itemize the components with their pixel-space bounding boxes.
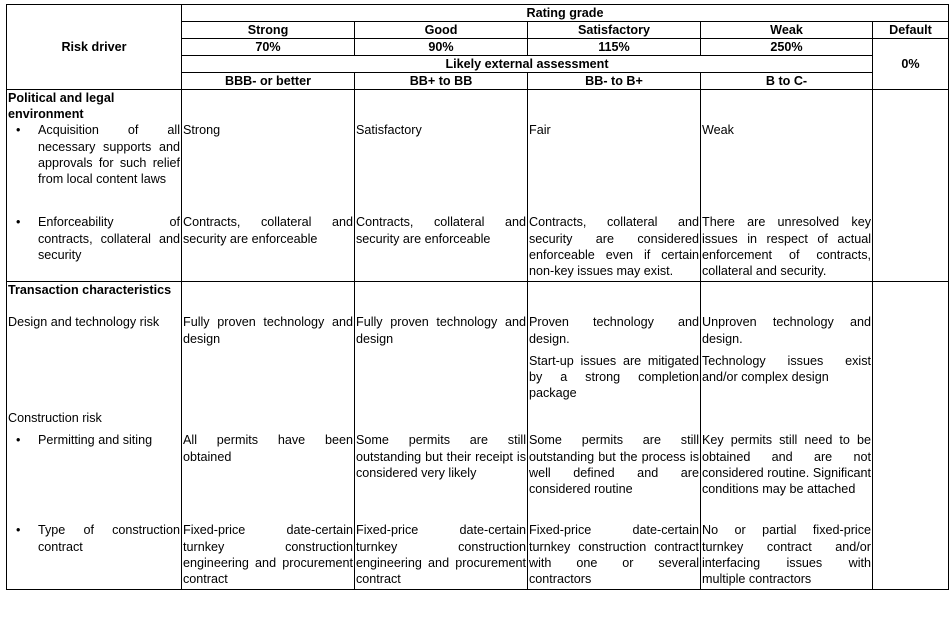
construction-driver: Construction risk — [8, 411, 102, 426]
likely-external-assessment-header: Likely external assessment — [182, 56, 873, 73]
weight-strong: 70% — [182, 39, 355, 56]
grade-default-header: Default — [873, 22, 949, 39]
grade-good-header: Good — [355, 22, 528, 39]
contract-type-good: Fixed-price date-certain turnkey construction engineering and procurement contract — [356, 523, 526, 587]
section-political-row — [7, 90, 949, 123]
assessment-satisfactory: BB- to B+ — [528, 73, 701, 90]
design-driver: Design and technology risk — [8, 315, 160, 330]
risk-table-container — [6, 4, 948, 590]
acquisition-satisfactory: Fair — [529, 123, 551, 138]
header-row-1 — [7, 5, 949, 22]
enforceability-good: Contracts, collateral and security are enforceable — [356, 215, 526, 246]
acquisition-row — [7, 122, 949, 214]
enforceability-weak: There are unresolved key issues in respect of actual enforcement of contracts, collateral and security. — [702, 215, 871, 279]
bullet-icon: • — [16, 523, 21, 538]
permitting-driver: • Permitting and siting — [8, 432, 180, 448]
enforceability-row — [7, 214, 949, 282]
contract-type-satisfactory: Fixed-price date-certain turnkey construction contract with one or several contractors — [529, 523, 699, 587]
enforceability-strong: Contracts, collateral and security are enforceable — [183, 215, 353, 246]
grade-weak-header: Weak — [701, 22, 873, 39]
assessment-weak: B to C- — [701, 73, 873, 90]
permitting-weak: Key permits still need to be obtained and are not considered routine. Significant conditions may be attached — [702, 433, 871, 497]
bullet-icon: • — [16, 215, 21, 230]
enforceability-satisfactory: Contracts, collateral and security are considered enforceable even if certain non-key issues may exist. — [529, 215, 699, 279]
bullet-icon: • — [16, 123, 21, 138]
construction-row — [7, 410, 949, 432]
grade-strong-header: Strong — [182, 22, 355, 39]
section-transaction-row — [7, 282, 949, 315]
design-weak-1: Unproven technology and design. — [702, 315, 871, 346]
rating-grade-header: Rating grade — [182, 5, 949, 22]
permitting-strong: All permits have been obtained — [183, 433, 353, 464]
acquisition-driver: • Acquisition of all necessary supports and approvals for such relief from local content laws — [8, 122, 180, 187]
acquisition-strong: Strong — [183, 123, 221, 138]
weight-weak: 250% — [701, 39, 873, 56]
design-strong: Fully proven technology and design — [183, 315, 353, 346]
section-political-title: Political and legal environment — [8, 91, 115, 122]
risk-driver-header: Risk driver — [7, 5, 182, 90]
weight-good: 90% — [355, 39, 528, 56]
contract-type-weak: No or partial fixed-price turnkey contract and/or interfacing issues with multiple contractors — [702, 523, 871, 587]
weight-default: 0% — [873, 39, 949, 90]
design-good: Fully proven technology and design — [356, 315, 526, 346]
enforceability-driver: • Enforceability of contracts, collateral and security — [8, 214, 180, 263]
permitting-satisfactory: Some permits are still outstanding but the process is well defined and are considered routine — [529, 433, 699, 497]
design-satisfactory-2: Start-up issues are mitigated by a strong completion package — [529, 353, 699, 401]
grade-satisfactory-header: Satisfactory — [528, 22, 701, 39]
acquisition-weak: Weak — [702, 123, 734, 138]
bullet-icon: • — [16, 433, 21, 448]
permitting-row — [7, 432, 949, 522]
contract-type-strong: Fixed-price date-certain turnkey construction engineering and procurement contract — [183, 523, 353, 587]
contract-type-driver: • Type of construction contract — [8, 522, 180, 554]
design-row — [7, 314, 949, 410]
design-weak-2: Technology issues exist and/or complex design — [702, 353, 871, 385]
section-transaction-title: Transaction characteristics — [8, 283, 172, 298]
assessment-good: BB+ to BB — [355, 73, 528, 90]
assessment-strong: BBB- or better — [182, 73, 355, 90]
weight-satisfactory: 115% — [528, 39, 701, 56]
acquisition-good: Satisfactory — [356, 123, 422, 138]
contract-type-row — [7, 522, 949, 590]
risk-rating-table — [6, 4, 949, 590]
design-satisfactory-1: Proven technology and design. — [529, 315, 699, 346]
permitting-good: Some permits are still outstanding but their receipt is considered very likely — [356, 433, 526, 480]
